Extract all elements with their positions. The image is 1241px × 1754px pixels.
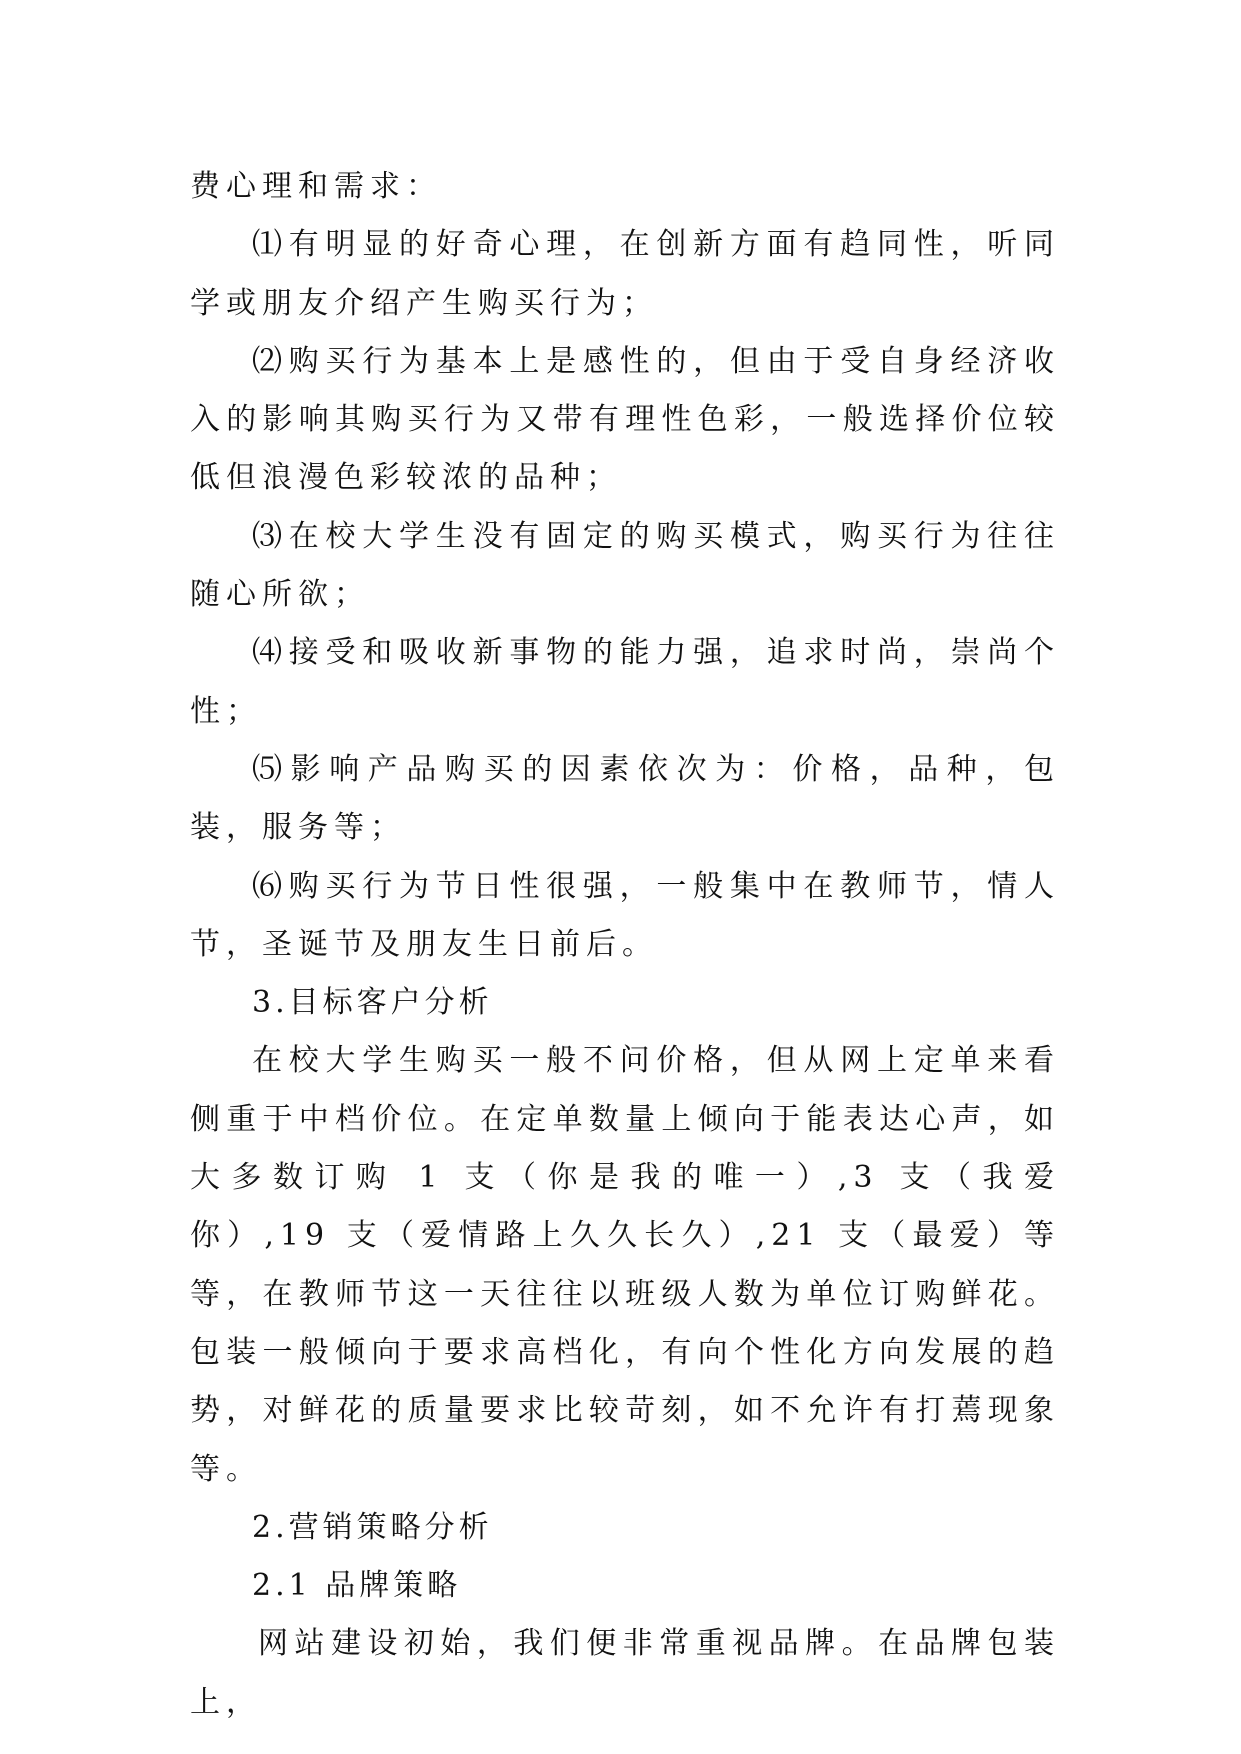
section-heading-target-customers: 3.目标客户分析 (252, 985, 493, 1021)
list-item-5: ⑸影响产品购买的因素依次为：价格，品种，包装，服务等； (190, 751, 1060, 846)
document-body (190, 158, 1060, 1732)
subsection-heading-brand-strategy: 2.1 品牌策略 (252, 1568, 462, 1604)
list-item-4: ⑷接受和吸收新事物的能力强，追求时尚，崇尚个性； (190, 635, 1060, 729)
list-item-3: ⑶在校大学生没有固定的购买模式，购买行为往往随心所欲； (190, 518, 1060, 613)
list-item-1: ⑴有明显的好奇心理，在创新方面有趋同性，听同学或朋友介绍产生购买行为； (190, 227, 1060, 321)
paragraph-target-customers: 在校大学生购买一般不问价格，但从网上定单来看侧重于中档价位。在定单数量上倾向于能表达心声，如大多数订购 1 支（你是我的唯一）,3 支（我爱你）,19 支（爱情路上久久长久）,21 支（最爱）等等，在教师节这一天往往以班级人数为单位订购鲜花。包装一般倾向于要求高档化，有向个性化方向发展的趋势，对鲜花的质量要求比较苛刻，如不允许有打蔫现象等。 (190, 1043, 1060, 1487)
paragraph-intro: 费心理和需求： (190, 169, 442, 204)
list-item-2: ⑵购买行为基本上是感性的，但由于受自身经济收入的影响其购买行为又带有理性色彩，一般选择价位较低但浪漫色彩较浓的品种； (190, 343, 1060, 496)
paragraph-brand-strategy: 网站建设初始，我们便非常重视品牌。在品牌包装上， (190, 1626, 1060, 1720)
list-item-6: ⑹购买行为节日性很强，一般集中在教师节，情人节，圣诞节及朋友生日前后。 (190, 868, 1060, 962)
section-heading-marketing-strategy: 2.营销策略分析 (252, 1509, 493, 1545)
